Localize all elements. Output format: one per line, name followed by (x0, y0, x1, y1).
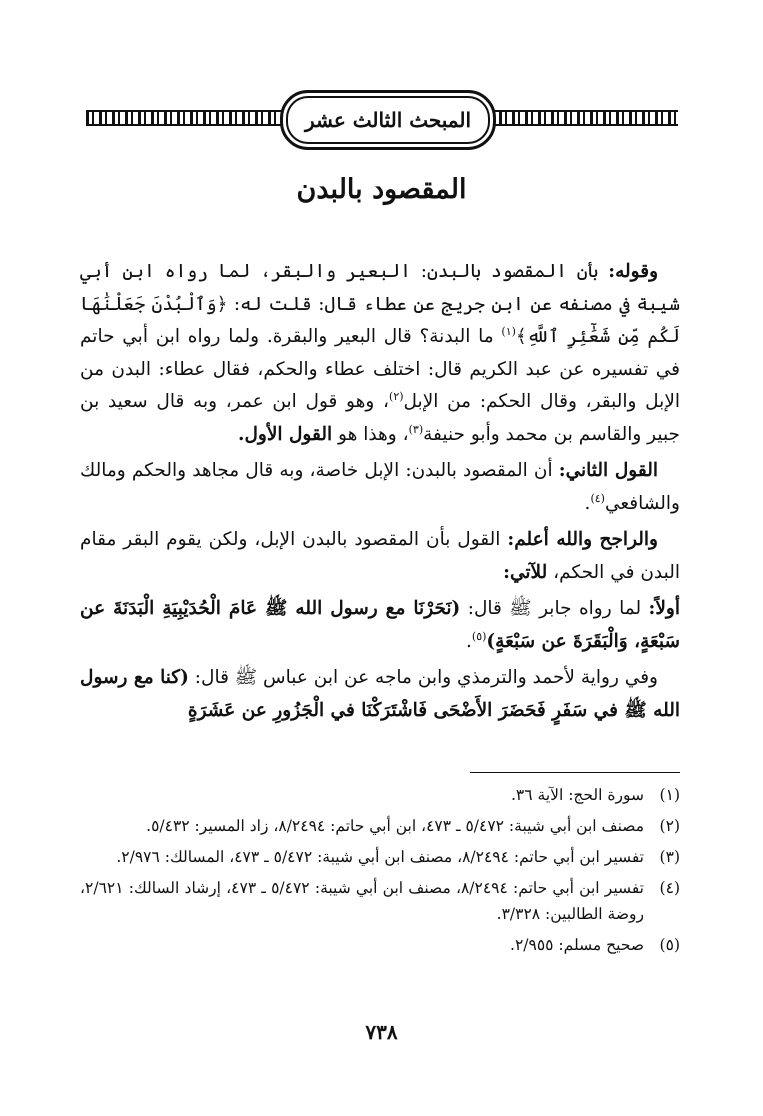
footnote-ref[interactable]: (٤) (590, 491, 605, 505)
hadith-quote: (كنا مع رسول الله ﷺ في سَفَرٍ فَحَضَرَ الأَضْحَى فَاشْتَرَكْنَا في الْجَزُورِ عن عَشَرَةٍ (80, 667, 680, 721)
paragraph-text: لما رواه جابر ﷺ قال: (460, 598, 649, 619)
paragraph-2 (80, 455, 680, 520)
paragraph-text: بأن المقصود بالبدن: البعير والبقر، لما رواه ابن أبي شيبة في مصنفه عن ابن جريج عن عطاء قال: قلت له: ﴿وَٱلْبُدْنَ جَعَلْنَٰهَا لَكُم مِّن شَعَٰٓئِرِ ٱللَّهِ﴾ (80, 261, 680, 347)
paragraph-lead: والراجح والله أعلم: (507, 529, 658, 550)
footnote-text: تفسير ابن أبي حاتم: ٨/٢٤٩٤، مصنف ابن أبي شيبة: ٥/٤٧٢ ـ ٤٧٣، إرشاد السالك: ٢/٦٢١، روضة الطالبين: ٣/٣٢٨. (80, 879, 644, 923)
footnote-number: (٢) (659, 817, 680, 835)
footnote-number: (٥) (659, 936, 680, 954)
paragraph-text: أن المقصود بالبدن: الإبل خاصة، وبه قال مجاهد والحكم ومالك والشافعي (80, 460, 680, 514)
page-title: المقصود بالبدن (296, 174, 467, 205)
footnote-item (80, 932, 680, 958)
paragraph-4 (80, 593, 680, 658)
footnote-item (80, 875, 680, 927)
footnote-ref[interactable]: (١) (501, 324, 516, 338)
section-label: المبحث الثالث عشر (304, 108, 472, 132)
footnotes (80, 782, 680, 963)
footnote-item (80, 813, 680, 839)
hadith-quote: (نَحَرْنَا مع رسول الله ﷺ عَامَ الْحُدَيْبِيَةِ الْبَدَنَةَ عن سَبْعَةٍ، وَالْبَقَرَةَ عن سَبْعَةٍ) (80, 598, 680, 652)
section-label-box (280, 90, 496, 150)
paragraph-bold-end: للآتي: (503, 561, 548, 583)
paragraph-text: القول بأن المقصود بالبدن الإبل، ولكن يقوم البقر مقام البدن في الحكم، (80, 529, 680, 583)
footnote-text: صحيح مسلم: ٢/٩٥٥. (510, 936, 644, 954)
footnote-ref[interactable]: (٢) (389, 389, 404, 403)
footnote-ref[interactable]: (٥) (471, 629, 487, 643)
paragraph-bold-end: القول الأول. (238, 423, 333, 445)
footnote-number: (١) (659, 786, 680, 804)
ornament-band-left (86, 110, 286, 126)
footnote-number: (٣) (659, 848, 680, 866)
paragraph-lead: وقوله: (608, 261, 658, 282)
paragraph-text: ما البدنة؟ قال البعير والبقرة. ولما رواه ابن أبي حاتم في تفسيره عن عبد الكريم قال: اختلف عطاء والحكم، فقال عطاء: البدن من الإبل والبقر، وقال الحكم: من الإبل (80, 326, 681, 412)
footnote-ref[interactable]: (٣) (408, 422, 424, 436)
footnote-divider (470, 772, 680, 773)
footnote-number: (٤) (659, 879, 680, 897)
paragraph-text: . (466, 630, 472, 652)
ornament-band-right (486, 110, 678, 126)
paragraph-text: وفي رواية لأحمد والترمذي وابن ماجه عن ابن عباس ﷺ قال: (188, 667, 658, 688)
paragraph-3 (80, 524, 680, 589)
page-number: ٧٣٨ (365, 1020, 398, 1044)
footnote-text: تفسير ابن أبي حاتم: ٨/٢٤٩٤، مصنف ابن أبي شيبة: ٥/٤٧٢ ـ ٤٧٣، المسالك: ٢/٩٧٦. (116, 848, 644, 866)
paragraph-lead: القول الثاني: (558, 460, 658, 481)
footnote-text: مصنف ابن أبي شيبة: ٥/٤٧٢ ـ ٤٧٣، ابن أبي حاتم: ٨/٢٤٩٤، زاد المسير: ٥/٤٣٢. (146, 817, 644, 835)
paragraph-text: ، وهو قول ابن عمر، وبه قال سعيد بن جبير والقاسم بن محمد وأبو حنيفة (80, 391, 680, 445)
body-text (80, 256, 680, 731)
paragraph-5 (80, 662, 680, 727)
paragraph-text: . (584, 492, 591, 514)
paragraph-text: ، وهذا هو (332, 423, 409, 445)
footnote-item (80, 782, 680, 808)
footnote-item (80, 844, 680, 870)
paragraph-1 (80, 256, 680, 451)
paragraph-lead: أولاً: (648, 598, 680, 619)
footnote-text: سورة الحج: الآية ٣٦. (510, 786, 644, 804)
